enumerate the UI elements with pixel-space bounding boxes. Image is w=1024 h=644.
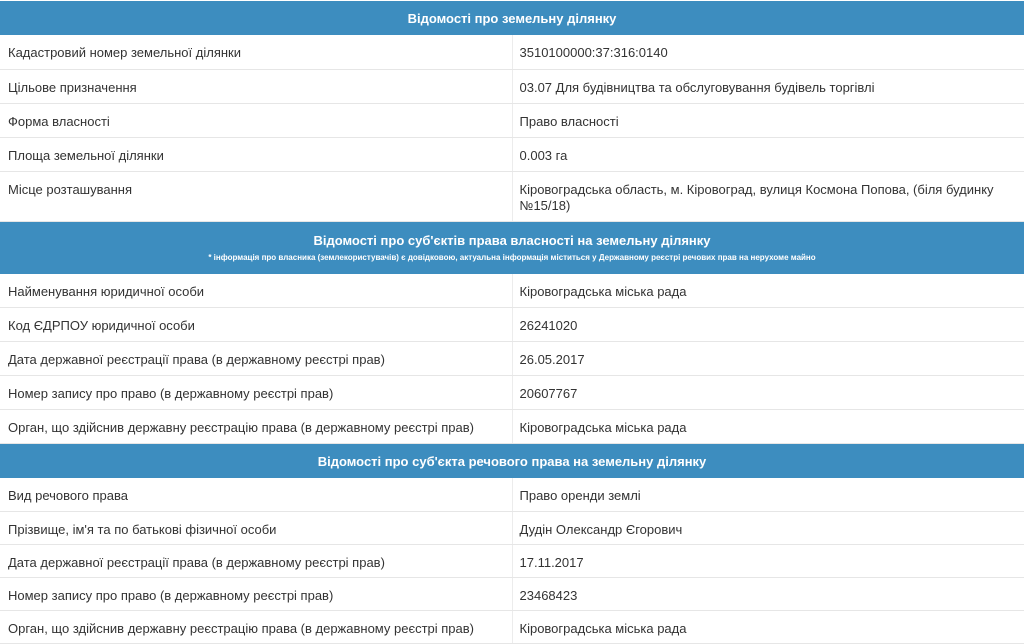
- row-label: Форма власності: [0, 103, 512, 137]
- row-value: Право власності: [512, 103, 1024, 137]
- row-value: Право оренди землі: [512, 478, 1024, 511]
- row-label: Дата державної реєстрації права (в державному реєстрі прав): [0, 544, 512, 577]
- row-label: Кадастровий номер земельної ділянки: [0, 35, 512, 69]
- row-value: 17.11.2017: [512, 544, 1024, 577]
- row-value: 23468423: [512, 577, 1024, 610]
- table-row: [0, 410, 1024, 444]
- table-row: [0, 308, 1024, 342]
- section-title: Відомості про суб'єкта речового права на земельну ділянку: [0, 444, 1024, 479]
- row-value: Кіровоградська міська рада: [512, 610, 1024, 643]
- table-row: [0, 577, 1024, 610]
- table-row: [0, 171, 1024, 221]
- table-row: [0, 342, 1024, 376]
- row-label: Орган, що здійснив державну реєстрацію права (в державному реєстрі прав): [0, 410, 512, 444]
- row-label: Місце розташування: [0, 171, 512, 221]
- row-label: Номер запису про право (в державному реєстрі прав): [0, 376, 512, 410]
- table-row: [0, 478, 1024, 511]
- section-title: Відомості про земельну ділянку: [0, 1, 1024, 36]
- section-header-land-plot: [0, 1, 1024, 36]
- table-row: [0, 274, 1024, 308]
- row-value: Кіровоградська область, м. Кіровоград, вулиця Космона Попова, (біля будинку №15/18): [512, 171, 1024, 221]
- row-value: 3510100000:37:316:0140: [512, 35, 1024, 69]
- row-label: Цільове призначення: [0, 69, 512, 103]
- section-header-real-right: [0, 444, 1024, 479]
- row-label: Площа земельної ділянки: [0, 137, 512, 171]
- row-value: 20607767: [512, 376, 1024, 410]
- row-value: 0.003 га: [512, 137, 1024, 171]
- table-row: [0, 376, 1024, 410]
- table-row: [0, 35, 1024, 69]
- table-row: [0, 69, 1024, 103]
- row-value: Кіровоградська міська рада: [512, 410, 1024, 444]
- row-label: Код ЄДРПОУ юридичної особи: [0, 308, 512, 342]
- row-label: Номер запису про право (в державному реєстрі прав): [0, 577, 512, 610]
- row-value: Дудін Олександр Єгорович: [512, 511, 1024, 544]
- row-label: Прізвище, ім'я та по батькові фізичної особи: [0, 511, 512, 544]
- table-row: [0, 511, 1024, 544]
- section-note: * інформація про власника (землекористувачів) є довідковою, актуальна інформація міститься у Державному реєстрі речових прав на нерухоме майно: [208, 252, 816, 262]
- section-header-ownership: [0, 221, 1024, 274]
- row-value: 26.05.2017: [512, 342, 1024, 376]
- row-value: 03.07 Для будівництва та обслуговування будівель торгівлі: [512, 69, 1024, 103]
- row-value: 26241020: [512, 308, 1024, 342]
- row-label: Дата державної реєстрації права (в державному реєстрі прав): [0, 342, 512, 376]
- table-row: [0, 544, 1024, 577]
- row-label: Вид речового права: [0, 478, 512, 511]
- row-label: Орган, що здійснив державну реєстрацію права (в державному реєстрі прав): [0, 610, 512, 643]
- row-label: Найменування юридичної особи: [0, 274, 512, 308]
- row-value: Кіровоградська міська рада: [512, 274, 1024, 308]
- table-row: [0, 137, 1024, 171]
- section-title: Відомості про суб'єктів права власності на земельну ділянку: [313, 232, 711, 248]
- table-row: [0, 610, 1024, 643]
- table-row: [0, 103, 1024, 137]
